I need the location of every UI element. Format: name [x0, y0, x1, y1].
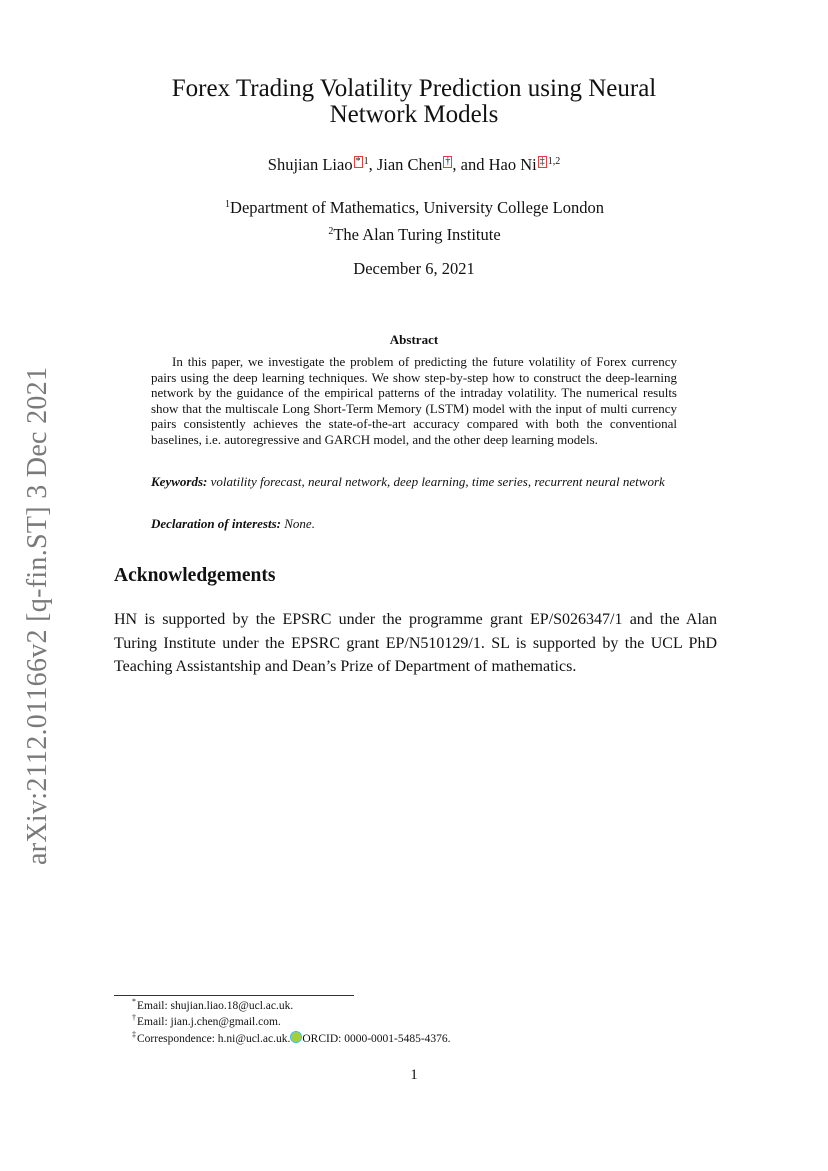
footnote-symbol: ‡ — [132, 1029, 136, 1039]
footnote-link[interactable]: ‡ — [539, 155, 545, 167]
acknowledgements-body: HN is supported by the EPSRC under the programme grant EP/S026347/1 and the Alan Turing Institute under the EPSRC grant EP/N510129/1. SL is supported by the UCL PhD Teaching Assistantship and Dean’s Prize of Department of mathematics. — [114, 611, 717, 675]
footnote-2 — [132, 1014, 692, 1030]
keywords-label: Keywords: — [151, 474, 208, 489]
affiliation-number: 1 — [225, 198, 231, 210]
footnote-link[interactable]: * — [355, 155, 361, 167]
abstract-heading: Abstract — [389, 332, 439, 347]
declaration-text: None. — [284, 516, 315, 531]
footnote-3 — [132, 1031, 692, 1047]
footnote-symbol: † — [132, 1013, 136, 1023]
footnote-text: Email: shujian.liao.18@ucl.ac.uk. — [137, 999, 294, 1012]
arxiv-stamp — [22, 367, 54, 865]
footnote-rule — [114, 995, 354, 996]
keywords — [151, 474, 677, 490]
author-name: , Jian Chen — [368, 155, 443, 174]
title-line-1: Forex Trading Volatility Prediction using Neural — [171, 75, 657, 102]
author-name: , and Hao Ni — [452, 155, 537, 174]
author-name: Shujian Liao — [267, 155, 353, 174]
arxiv-identifier: arXiv:2112.01166v2 [q-fin.ST] 3 Dec 2021 — [22, 366, 53, 865]
author-list — [120, 155, 708, 175]
affiliation-1 — [120, 198, 708, 218]
title-line-2: Network Models — [329, 101, 499, 128]
affiliation-mark: 1 — [363, 155, 369, 167]
affiliation-number: 2 — [328, 225, 334, 237]
page-number: 1 — [410, 1067, 418, 1083]
acknowledgements-heading: Acknowledgements — [114, 565, 276, 586]
affiliation-text: Department of Mathematics, University College London — [230, 198, 604, 217]
declaration-label: Declaration of interests: — [151, 516, 281, 531]
paper-title — [120, 76, 708, 128]
declaration — [151, 516, 677, 532]
orcid-icon[interactable] — [291, 1032, 301, 1042]
footnote-text: Email: jian.j.chen@gmail.com. — [137, 1016, 281, 1029]
footnote-1 — [132, 998, 692, 1014]
affiliation-2 — [120, 225, 708, 245]
paper-date: December 6, 2021 — [353, 259, 475, 278]
footnotes — [132, 998, 692, 1047]
abstract-body: In this paper, we investigate the problem of predicting the future volatility of Forex currency pairs using the deep learning techniques. We show step-by-step how to construct the deep-learning network by the guidance of the empirical patterns of the intraday volatility. The numerical results show that the multiscale Long Short-Term Memory (LSTM) model with the input of multi currency pairs consistently achieves the state-of-the-art accuracy compared with both the conventional baselines, i.e. autoregressive and GARCH model, and the other deep learning models. — [151, 354, 677, 447]
footnote-link[interactable]: † — [445, 155, 451, 167]
keywords-text: volatility forecast, neural network, deep learning, time series, recurrent neural network — [210, 474, 665, 489]
footnote-text: Correspondence: h.ni@ucl.ac.uk. — [137, 1032, 291, 1045]
affiliation-text: The Alan Turing Institute — [333, 225, 501, 244]
affiliation-mark: 1,2 — [547, 155, 561, 167]
footnote-symbol: * — [132, 997, 136, 1006]
footnote-text: ORCID: 0000-0001-5485-4376. — [302, 1032, 451, 1045]
